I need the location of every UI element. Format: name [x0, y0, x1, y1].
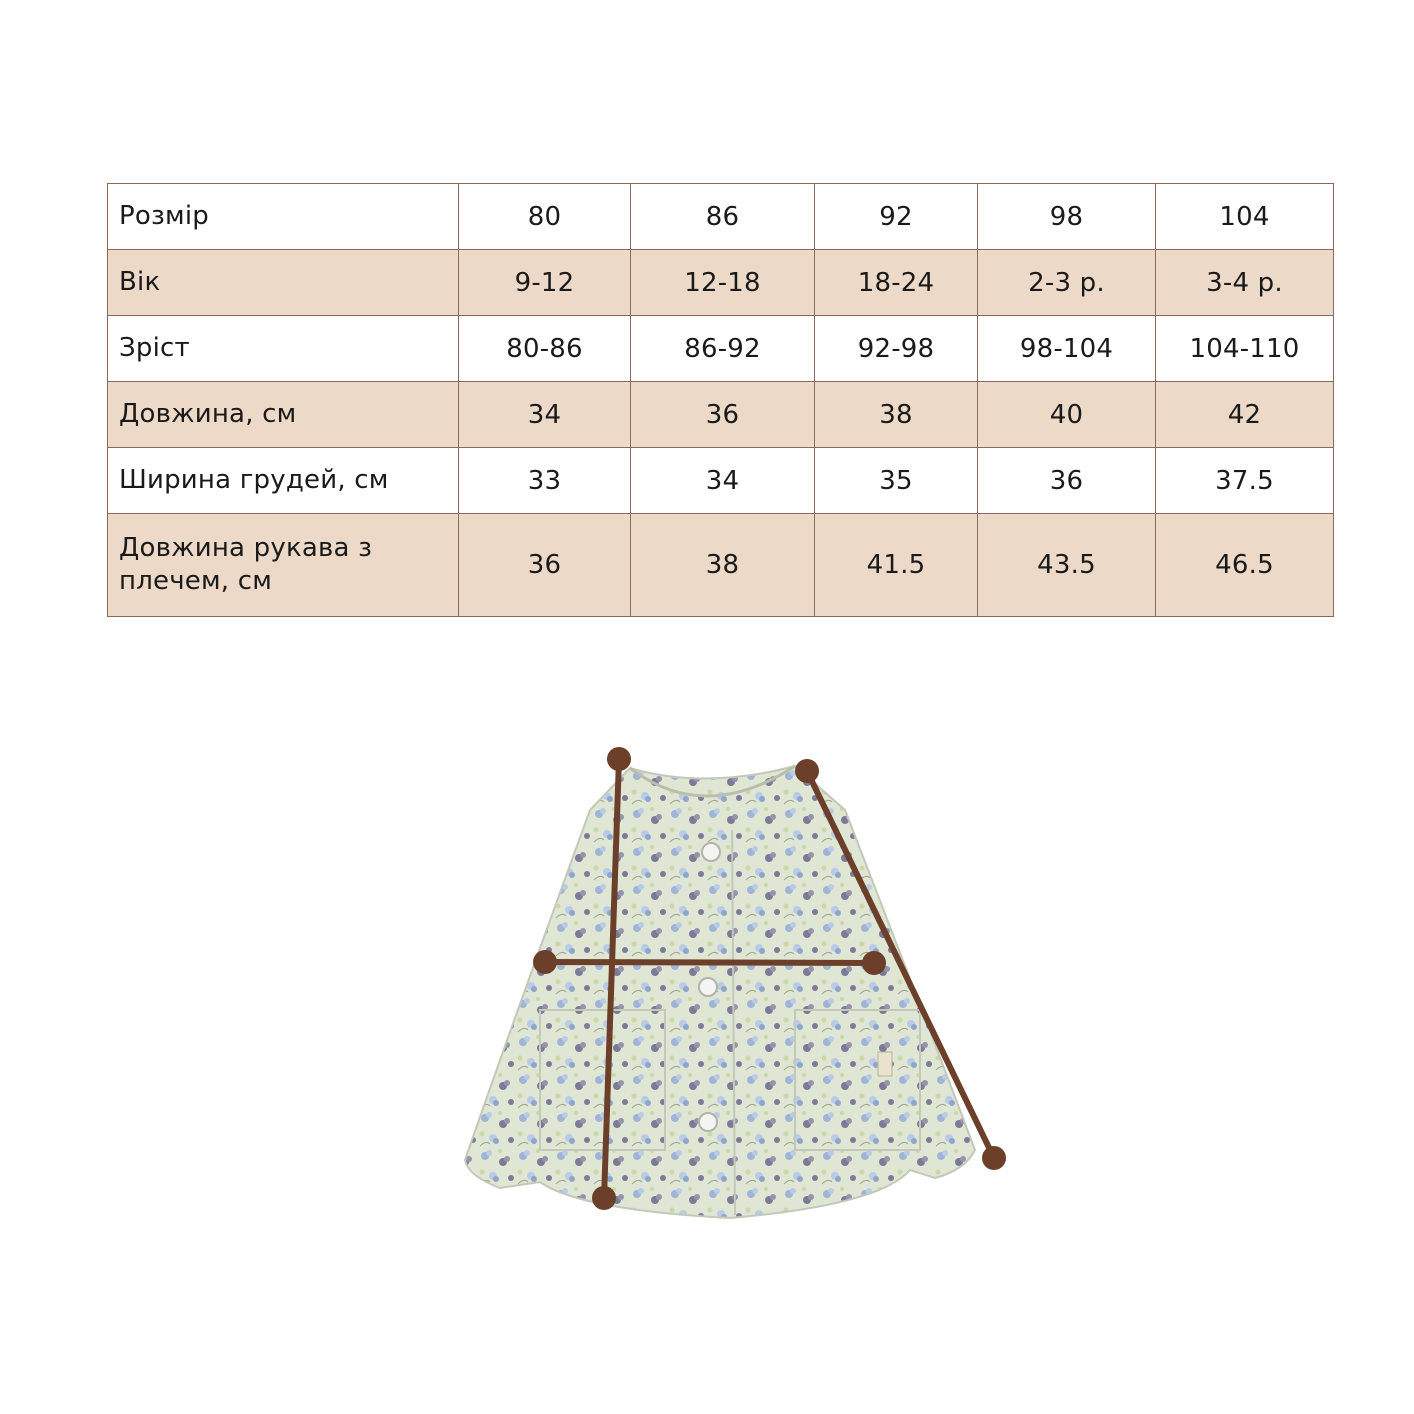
table-cell: 86 [631, 184, 815, 250]
table-row-length [108, 382, 1334, 448]
table-cell: 38 [815, 382, 978, 448]
table-row-sleeve-length [108, 514, 1334, 617]
table-cell: 9-12 [459, 250, 631, 316]
table-cell: 36 [631, 382, 815, 448]
table-cell: 80 [459, 184, 631, 250]
row-label: Ширина грудей, см [108, 448, 459, 514]
table-cell: 36 [978, 448, 1156, 514]
table-cell: 42 [1156, 382, 1334, 448]
table-cell: 33 [459, 448, 631, 514]
table-cell: 34 [631, 448, 815, 514]
table-row-height [108, 316, 1334, 382]
table-cell: 37.5 [1156, 448, 1334, 514]
table-cell: 46.5 [1156, 514, 1334, 617]
chest-measurement-line [545, 962, 874, 963]
table-cell: 92 [815, 184, 978, 250]
table-cell: 104-110 [1156, 316, 1334, 382]
table-row-age [108, 250, 1334, 316]
jacket [465, 766, 975, 1218]
row-label: Зріст [108, 316, 459, 382]
table-cell: 104 [1156, 184, 1334, 250]
table-cell: 38 [631, 514, 815, 617]
table-cell: 34 [459, 382, 631, 448]
table-cell: 86-92 [631, 316, 815, 382]
jacket-measurement-illustration [440, 730, 1030, 1230]
table-cell: 36 [459, 514, 631, 617]
table-cell: 35 [815, 448, 978, 514]
table-cell: 12-18 [631, 250, 815, 316]
row-label: Довжина, см [108, 382, 459, 448]
table-row-size [108, 184, 1334, 250]
table-row-chest-width [108, 448, 1334, 514]
table-cell: 80-86 [459, 316, 631, 382]
table-cell: 40 [978, 382, 1156, 448]
row-label: Розмір [108, 184, 459, 250]
table-cell: 41.5 [815, 514, 978, 617]
size-table [107, 183, 1334, 617]
table-cell: 18-24 [815, 250, 978, 316]
table-cell: 43.5 [978, 514, 1156, 617]
table-cell: 98-104 [978, 316, 1156, 382]
row-label: Довжина рукава з плечем, см [108, 514, 459, 617]
table-cell: 2-3 р. [978, 250, 1156, 316]
table-cell: 3-4 р. [1156, 250, 1334, 316]
table-cell: 92-98 [815, 316, 978, 382]
table-cell: 98 [978, 184, 1156, 250]
row-label: Вік [108, 250, 459, 316]
